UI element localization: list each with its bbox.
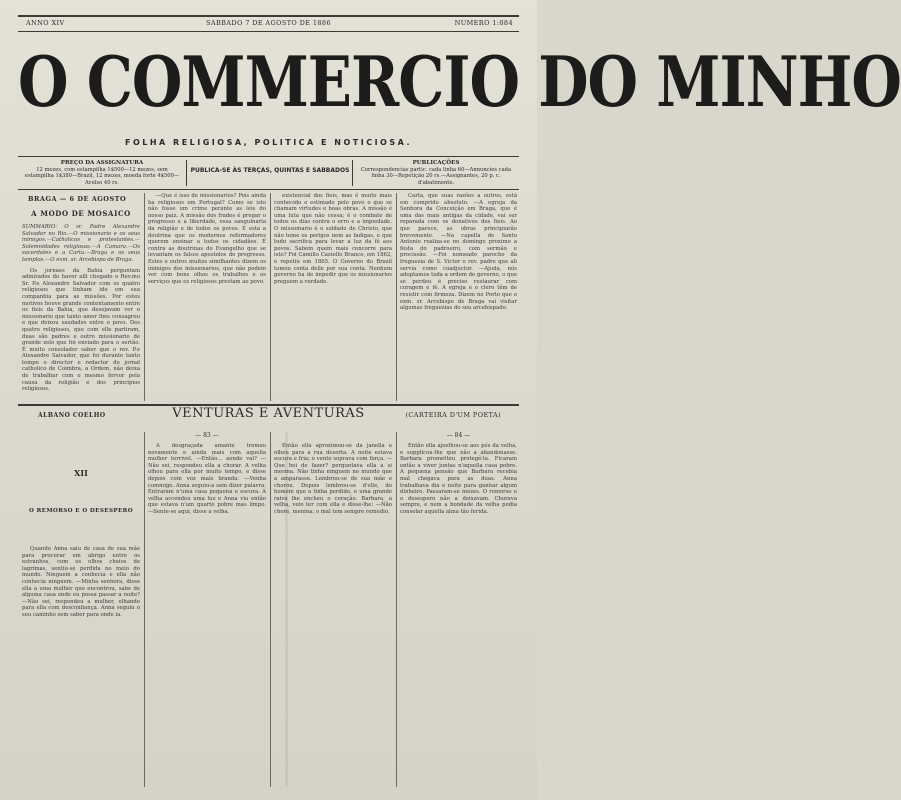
feuilleton-columns xyxy=(18,432,519,787)
issue-year: ANNO XIV xyxy=(26,19,65,27)
subscription-price-box xyxy=(22,160,182,186)
feuilleton-series: (CARTEIRA D'UM POETA) xyxy=(405,411,501,419)
front-column-1 xyxy=(22,193,140,401)
chapter-number: XII xyxy=(74,468,88,478)
masthead-title: O COMMERCIO DO MINHO xyxy=(18,41,901,123)
feuilleton-column-4 xyxy=(400,432,517,787)
price-lines: 12 mezes, com estampilha 1$500—12 mezes, sem estampilha 1$380—Brazil, 12 mezes, moeda forte 4$500—Avulso 40 rs. xyxy=(24,166,180,186)
publications-box xyxy=(356,160,516,186)
feuilleton-col-3-text: Então ella aproximou-se da janella e olhou para a rua deserta. A noite estava escura e fria; o vento soprava com força. —Que hei de fazer? perguntava ella a si mesma. Não tinha ninguem no mundo que a amparasse. Lembrou-se de sua mãe e chorou. Depois lembrou-se d'elle, do homem que a tinha perdido, e uma grande raiva lhe encheu o coração. Barbara, a velha, veio ter com ella e disse-lhe: —Não chore, menina; o mal tem sempre remedio. xyxy=(274,443,392,515)
front-columns xyxy=(18,193,519,401)
section-title: A MODO DE MOSAICO xyxy=(31,209,131,218)
column-3-text: existencial dos fieis, mas é muito mais conhecido e estimado pelo povo o que se chamam virtudes e boas obras. A missão é uma luta que não cessa; é o combate de todos os dias contra o erro e a impiedade. O missionario é o soldado de Christo, que não teme os perigos nem as fadigas, e que tudo sacrifica para levar a luz da fé aos povos. Sabem quem mais concorre para isto? Foi Camillo Castello Branco, em 1862, e repetiu em 1865. O Governo do Brazil tomou conta delle por sua conta. Nenhum governo ha de impedir que os missionarios preguem a verdade. xyxy=(274,193,392,285)
feuilleton-title: VENTURAS E AVENTURAS xyxy=(172,406,365,421)
feuilleton-col-1-text: Quando Anna saiu de casa de sua mãe para procurar um abrigo entre os estranhos, com os olhos cheios de lagrimas, sentiu-se perdida no meio do mundo. Ninguem a conhecia e ella não conhecia ninguem. —Minha senhora, disse ella a uma mulher que encontrou, sabe de alguma casa onde eu possa passar a noite? —Não sei, respondeu a mulher, olhando para ella com desconfiança. Anna seguiu o seu caminho sem saber para onde ia. xyxy=(22,546,140,618)
front-column-2 xyxy=(148,193,266,401)
info-rule-bottom xyxy=(18,189,519,190)
feuilleton-column-3 xyxy=(274,432,392,787)
feuilleton-column-1 xyxy=(22,432,140,787)
column-1-text: Os jornaes da Bahia perguntam admirados do haver alli chegado o Rev.mo Sr. P.e Alexandre Salvador com os quatro religiosos que tinham ido em sua companhia para as missões. Por estes motivos houve grande contentamento entre os fieis da Bahia, que desejavam ver o missionario que tanto amor lhes consagrou e que deixou saudades entre o povo. Des quatro religiosos, que com elle partiram, duas são padres e outro missionario de grande zelo que foi enviado para o sertão. É muito consolador saber que o rev. P.e Alexandre Salvador, que foi durante tanto tempo o director e redactor do jornal catholico de Coimbra, a Ordem, não deixa de trabalhar com o mesmo fervor pela causa da religião e dos principios religiosos. xyxy=(22,267,140,393)
page-number-84: — 84 — xyxy=(446,432,471,439)
issue-date: SABBADO 7 DE AGOSTO DE 1886 xyxy=(206,19,331,27)
column-divider xyxy=(396,193,397,401)
price-title: PREÇO DA ASSIGNATURA xyxy=(60,160,144,166)
column-divider xyxy=(396,432,397,787)
section-summary: SUMMARIO: O sr. Padre Alexandre Salvador no Rio.—O missionario e os seus inimigos.—Catholicos e protestantes.—Solemnidades religiosas.—A Camara.—Os sacerdotes e a Carta.—Braga e os seus templos.—O exm. sr. Arcebispo de Braga. xyxy=(22,224,140,263)
feuilleton-header xyxy=(18,406,519,428)
chapter-title: O REMORSO E O DESESPERO xyxy=(29,508,133,514)
column-divider xyxy=(270,193,271,401)
publication-days: PUBLICA-SE ÀS TERÇAS, QUINTAS E SABBADOS xyxy=(190,167,350,174)
issue-number: NUMERO 1:084 xyxy=(454,19,513,27)
feuilleton-col-4-text: Então ella ajoelhou-se aos pés da velha, e supplicou-lhe que não a abandonasse. Barbara prometteu protegê-la. Ficaram então a viver juntas n'aquella casa pobre. A pequena pensão que Barbara recebia mal chegava para as duas. Anna trabalhava dia e noite para ganhar algum dinheiro. Passaram-se mezes. O remorso e o desespero não a deixavam. Chorava sempre, e nem a bondade da velha podia consolar aquella alma tão ferida. xyxy=(400,443,517,515)
column-divider xyxy=(144,432,145,787)
page-number-83: — 83 — xyxy=(195,432,219,439)
publications-title: PUBLICAÇÕES xyxy=(412,160,460,166)
feuilleton-column-2 xyxy=(148,432,266,787)
masthead-subtitle: FOLHA RELIGIOSA, POLITICA E NOTICIOSA. xyxy=(125,138,412,147)
info-divider-right xyxy=(352,160,353,186)
info-divider-left xyxy=(186,160,187,186)
column-4-text: Carta, que suas razões a outros, está em comprido absoluto. —A egreja da Senhora da Conceição em Braga, que é uma das mais antigas da cidade, vai ser reparada com os donativos dos fieis. Ao que parece, as obras principiarão brevemente. —Na capella de Santo Antonio realiza-se no domingo proximo a festa do padroeiro, com sermão e procissão. —Foi nomeado parocho da freguezia de S. Victor o rev. padre que ali servia como coadjuctor. —Ajuda, nós adoptamos toda a ordem de governo, o que se perdeu é preciso restaurar com coragem e fé. A egreja e o clero têm de resistir com firmeza. Dizem no Porto que o exm. sr. Arcebispo de Braga vai visitar algumas freguezias do seu arcebispado. xyxy=(400,193,517,312)
publications-lines: Correspondencias partic. cada linha 60—Annuncios cada linha 30—Repetição 20 rs.—Assignantes, 20 p. c. d'abatimento. xyxy=(360,166,512,186)
front-column-3 xyxy=(274,193,392,401)
feuilleton-author: ALBANO COELHO xyxy=(38,412,106,419)
column-divider xyxy=(144,193,145,401)
feuilleton-col-2-text: A desgraçada amante tremeu novamente e ainda mais com aquella mulher terrivel. —Então... aonde vai? —Não sei, respondeu ella a chorar. A velha olhou para ella por muito tempo, e disse depois com voz mais branda: —Venha commigo. Anna seguiu-a sem dizer palavra. Entraram n'uma casa pequena e escura. A velha accendeu uma luz e Anna viu então que estava n'um quarto pobre mas limpo. —Sente-se aqui, disse a velha. xyxy=(148,443,266,515)
dateline: BRAGA — 6 DE AGOSTO xyxy=(28,195,127,203)
info-rule-top xyxy=(18,156,519,157)
column-2-text: —Que é isso de missionarios? Pois ainda ha religiosos em Portugal? Como se isto não fosse um crime perante as leis do nosso paiz. A missão dos frades é pregar o progresso e a liberdade, essa sanguinaria da religião e de todos os povos. É esta a doutrina que os modernos reformadores querem ensinar a todos os cidadãos. É contra as doutrinas do Evangelho que se levantam os falsos apostolos do progresso. Estes e outros muitos similhantes dizem os inimigos dos missionarios, que não podem ver com bons olhos os trabalhos e os serviços que os religiosos prestam ao povo. xyxy=(148,193,266,285)
column-divider xyxy=(270,432,271,787)
front-column-4 xyxy=(400,193,517,401)
